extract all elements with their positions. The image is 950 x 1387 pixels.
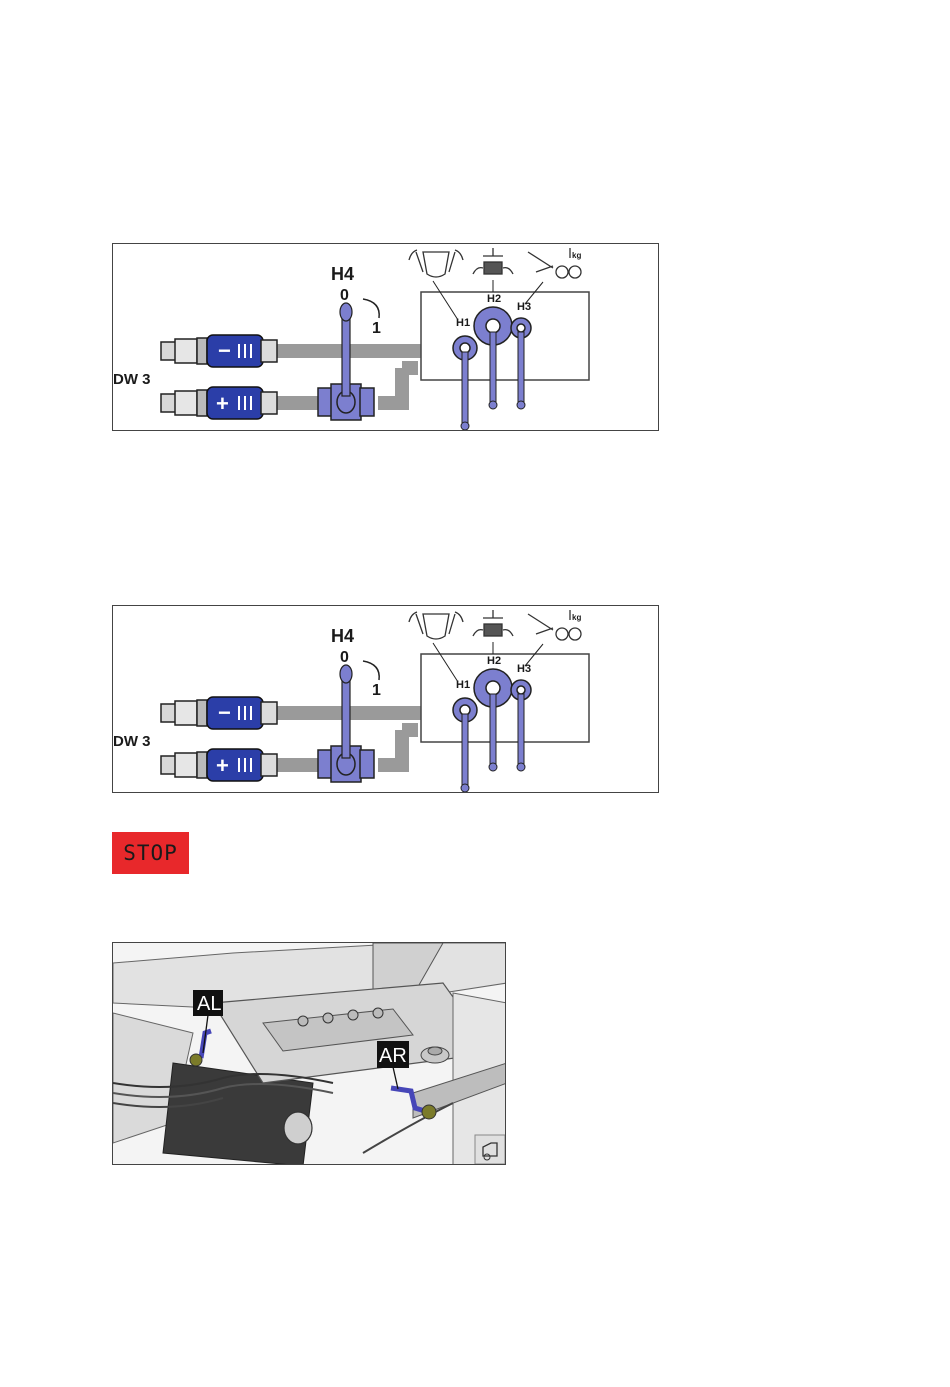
rotation-arrow <box>363 299 379 318</box>
shaft-end <box>284 1112 312 1144</box>
label-h3: H3 <box>517 663 532 675</box>
label-h2: H2 <box>487 655 502 667</box>
label-dw3: DW 3 <box>113 733 151 750</box>
tine-tilt-icon <box>409 612 463 639</box>
plus-sign: + <box>216 753 229 778</box>
label-h1: H1 <box>456 317 471 329</box>
valve-h1 <box>453 336 477 430</box>
label-h4: H4 <box>331 626 355 646</box>
minus-sign: − <box>218 700 231 725</box>
tag-al-label: AL <box>197 993 222 1015</box>
label-h2: H2 <box>487 293 502 305</box>
hydraulic-diagram-2 <box>112 605 659 793</box>
label-kg: kg <box>572 613 582 622</box>
machine-illustration <box>112 942 506 1165</box>
label-position-1: 1 <box>372 320 381 337</box>
diagram-1-svg <box>113 244 659 431</box>
tine-tilt-icon <box>409 250 463 277</box>
hydraulic-diagram-1 <box>112 243 659 431</box>
rotation-arrow <box>363 661 379 680</box>
valve-h4 <box>318 665 374 782</box>
label-position-0: 0 <box>340 649 349 666</box>
valve-h1 <box>453 698 477 792</box>
machine-svg <box>113 943 506 1165</box>
rotor-height-icon <box>473 610 513 636</box>
label-h1: H1 <box>456 679 471 691</box>
pipe-upper-mid <box>353 706 423 720</box>
tag-ar-label: AR <box>379 1045 407 1067</box>
stop-label: STOP <box>123 841 178 865</box>
diagram-2-svg <box>113 606 659 793</box>
label-position-0: 0 <box>340 287 349 304</box>
valve-h4 <box>318 303 374 420</box>
label-h4: H4 <box>331 264 355 284</box>
rotor-height-icon <box>473 248 513 274</box>
valve-ar <box>422 1105 436 1119</box>
stop-badge <box>112 832 189 874</box>
label-kg: kg <box>572 251 582 260</box>
label-h3: H3 <box>517 301 532 313</box>
valve-al <box>190 1054 202 1066</box>
corner-tractor-icon <box>475 1135 505 1164</box>
pipe-elbow-lower <box>381 730 402 765</box>
minus-sign: − <box>218 338 231 363</box>
label-position-1: 1 <box>372 682 381 699</box>
plus-sign: + <box>216 391 229 416</box>
label-dw3: DW 3 <box>113 371 151 388</box>
pipe-elbow-lower <box>381 368 402 403</box>
